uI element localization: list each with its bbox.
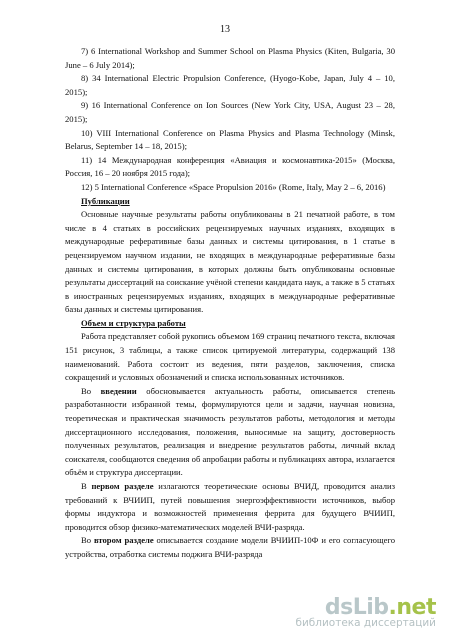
second-lead: Во (81, 535, 94, 546)
conference-item-8: 8) 34 International Electric Propulsion Conference, (Hyogo-Kobe, Japan, July 4 – 10, 2015); (65, 73, 395, 97)
conference-item-10: 10) VIII International Conference on Plasma Physics and Plasma Technology (Minsk, Belarus, September 14 – 18, 2015); (65, 127, 395, 152)
structure-heading: Объем и структура работы (81, 317, 186, 328)
second-section-paragraph (65, 534, 395, 561)
page-number: 13 (220, 24, 230, 35)
first-keyword: первом разделе (91, 481, 154, 491)
intro-body: обосновывается актуальность работы, описывается степень разработанности избранной темы, формулируются цели и задачи, научная новизна, теоретическая и практическая значимость результатов работы, методология и методы диссертационного исследования, положения, выносимые на защиту, достоверность полученных результатов, реализация и внедрение результатов работы, личный вклад соискателя, сообщаются сведения об апробации работы и публикациях автора, излагается объём и структура диссертации. (65, 385, 395, 478)
structure-paragraph: Работа представляет собой рукопись объемом 169 страниц печатного текста, включая 151 рисунок, 3 таблицы, а также список цитируемой литературы, содержащий 138 наименований. Работа состоит из ведения, пяти разделов, заключения, списка сокращений и условных обозначений и списка использованных источников. (65, 331, 395, 383)
first-body: излагаются теоретические основы ВЧИД, проводится анализ требований к ВЧИИП, путей повышения энергоэффективности источников, выбор формы индуктора и возможностей применения феррита для будущего ВЧИИП, проводится обзор физико-математических моделей ВЧИ-разряда. (65, 481, 395, 532)
first-lead: В (81, 481, 92, 491)
conference-item-11: 11) 14 Международная конференция «Авиация и космонавтика-2015» (Москва, Россия, 16 – 20 ноября 2015 года); (65, 154, 395, 179)
first-section-paragraph (65, 480, 395, 534)
intro-keyword: введении (100, 385, 137, 396)
second-keyword: втором разделе (93, 535, 154, 546)
logo-main: dsLib (324, 595, 389, 620)
conference-item-12: 12) 5 International Conference «Space Propulsion 2016» (Rome, Italy, May 2 – 6, 2016) (81, 181, 386, 192)
publications-heading: Публикации (81, 195, 130, 206)
dslib-watermark (295, 595, 436, 629)
publications-paragraph: Основные научные результаты работы опубликованы в 21 печатной работе, в том числе в 4 статьях в российских рецензируемых научных изданиях, входящих в международные реферативные базы данных и системы цитирования, в 1 статье в рецензируемом научном издании, не входящих в международные реферативные базы данных и системы цитирования, в которых должны быть опубликованы основные результаты диссертаций на соискание учёной степени кандидата наук, а также в 5 статьях в иностранных рецензируемых изданиях, входящих в международные реферативные базы данных и системы цитирования. (65, 209, 395, 315)
conference-item-7: 7) 6 International Workshop and Summer School on Plasma Physics (Kiten, Bulgaria, 30 June – 6 July 2014); (65, 46, 395, 70)
page-content (65, 45, 395, 562)
introduction-paragraph (65, 385, 395, 480)
conference-item-9: 9) 16 International Conference on Ion Sources (New York City, USA, August 23 – 28, 2015); (65, 100, 395, 124)
logo-tld: .net (388, 595, 436, 620)
second-body: описывается создание модели ВЧИИП-10Ф и его согласующего устройства, отработка системы поджига ВЧИ-разряда (65, 535, 395, 559)
intro-lead: Во (81, 385, 101, 396)
watermark-subtitle: библиотека диссертаций (295, 617, 436, 629)
